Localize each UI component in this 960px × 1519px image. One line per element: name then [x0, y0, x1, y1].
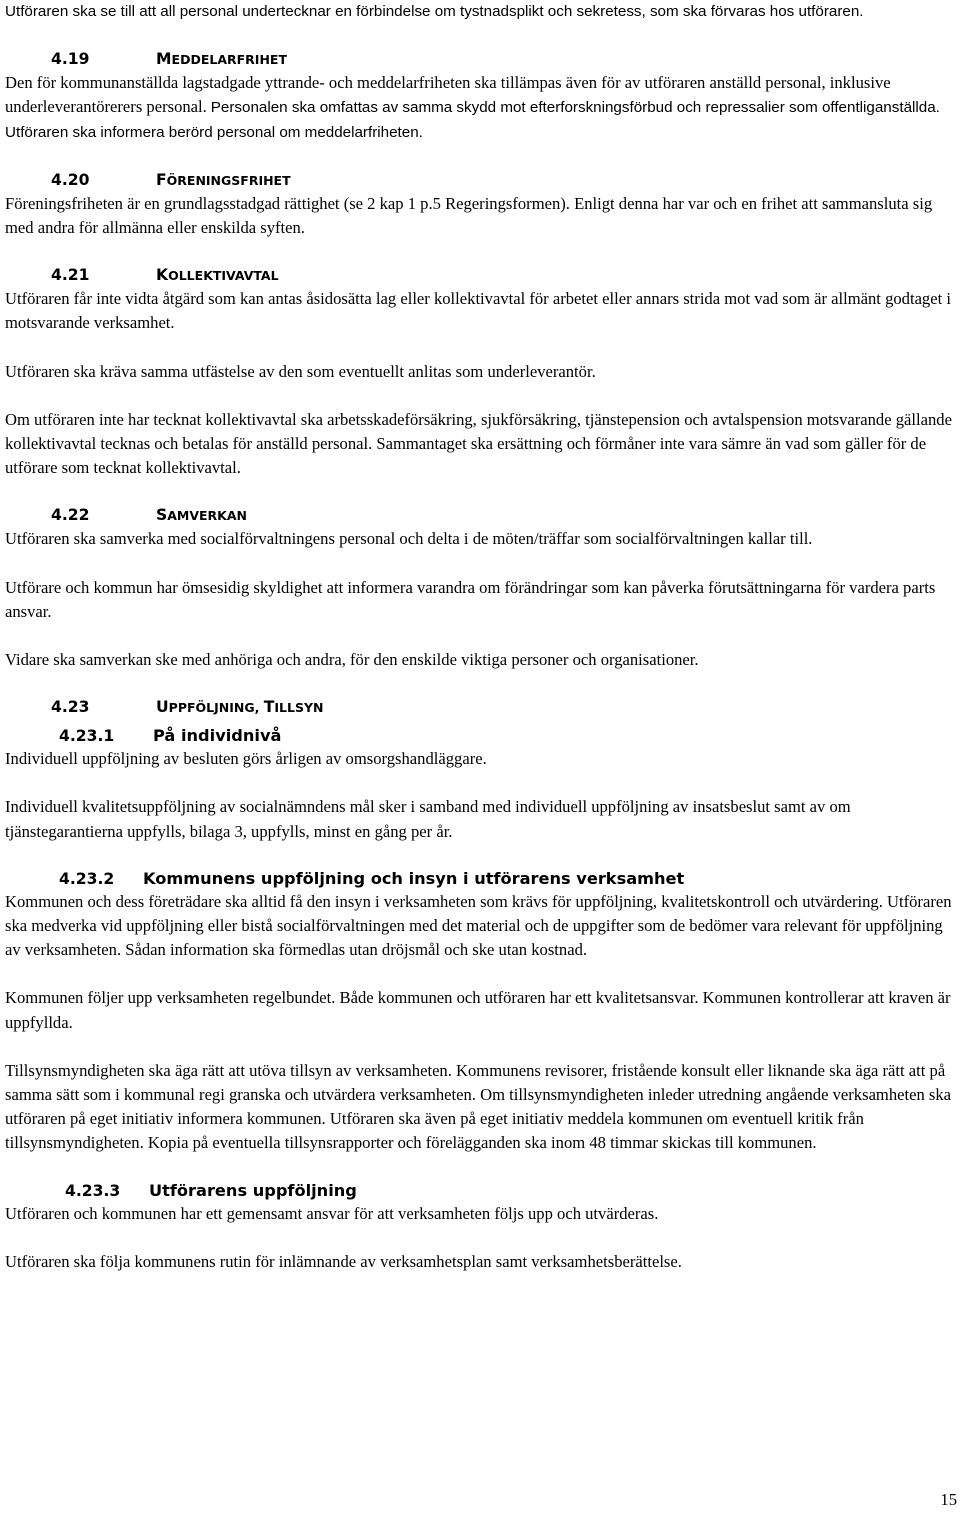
heading-meddelarfrihet: [5, 48, 960, 71]
section-number: 4.23.3: [65, 1181, 121, 1200]
paragraph-kommunens-uppfoljning-1: Kommunen och dess företrädare ska alltid få den insyn i verksamheten som krävs för uppföljning, kvalitetskontroll och utvärdering. Utföraren ska medverka vid uppföljning eller bistå socialförvaltningen med det material och de uppgifter som de bedömer vara relevant för uppföljning av verksamheten. Sådan information ska förmedlas utan dröjsmål och ske utan kostnad.: [5, 891, 952, 960]
intro-paragraph: Utföraren ska se till att all personal undertecknar en förbindelse om tystnadsplikt och sekretess, som ska förvaras hos utföraren.: [5, 3, 864, 20]
document-page: [5, 0, 960, 1274]
paragraph-samverkan-3: Vidare ska samverkan ske med anhöriga och andra, för den enskilde viktiga personer och organisationer.: [5, 650, 699, 670]
section-number: 4.23.2: [59, 869, 115, 888]
section-number: 4.23.1: [59, 727, 115, 746]
paragraph-kommunens-uppfoljning-2: Kommunen följer upp verksamheten regelbundet. Både kommunen och utföraren har ett kvalitetsansvar. Kommunen kontrollerar att kraven är uppfyllda.: [5, 988, 951, 1032]
heading-individniva: [5, 725, 960, 747]
heading-separator: ,: [254, 700, 264, 716]
heading-initial: U: [156, 698, 169, 717]
section-number: 4.23: [51, 698, 90, 717]
heading-rest: PPFÖLJNING: [168, 700, 255, 716]
heading-uppfoljning-tillsyn: [5, 696, 960, 719]
heading-rest: OLLEKTIVAVTAL: [168, 268, 279, 284]
section-number: 4.22: [51, 506, 90, 525]
heading-initial: M: [156, 50, 172, 69]
paragraph-part-sans: Personalen ska omfattas av samma skydd mot efterforskningsförbud och repressalier som offentliganställda. Utföraren ska informera berörd personal om meddelarfriheten.: [5, 99, 940, 141]
paragraph-kollektivavtal-2: Utföraren ska kräva samma utfästelse av den som eventuellt anlitas som underleverantör.: [5, 361, 596, 381]
paragraph-utforarens-uppfoljning-1: Utföraren och kommunen har ett gemensamt ansvar för att verksamheten följs upp och utvärderas.: [5, 1203, 659, 1223]
heading-initial: S: [156, 506, 168, 525]
heading-rest: ÖRENINGSFRIHET: [166, 172, 291, 188]
heading-rest: EDDELARFRIHET: [171, 52, 287, 68]
paragraph-samverkan-2: Utförare och kommun har ömsesidig skyldighet att informera varandra om förändringar som kan påverka förutsättningarna för vardera parts ansvar.: [5, 577, 936, 621]
heading-initial: K: [156, 266, 169, 285]
heading-rest: AMVERKAN: [167, 508, 248, 524]
section-number: 4.20: [51, 170, 90, 189]
heading-initial-2: T: [263, 698, 275, 717]
paragraph-samverkan-1: Utföraren ska samverka med socialförvaltningens personal och delta i de möten/träffar som socialförvaltningen kallar till.: [5, 529, 813, 549]
paragraph-foreningsfrihet: Föreningsfriheten är en grundlagsstadgad rättighet (se 2 kap 1 p.5 Regeringsformen). Enligt denna har var och en frihet att sammansluta sig med andra för allmänna eller enskilda syften.: [5, 193, 933, 238]
paragraph-utforarens-uppfoljning-2: Utföraren ska följa kommunens rutin för inlämnande av verksamhetsplan samt verksamhetsberättelse.: [5, 1251, 682, 1271]
paragraph-individniva-2: Individuell kvalitetsuppföljning av socialnämndens mål sker i samband med individuell uppföljning av insatsbeslut samt av om tjänstegarantierna uppfylls, bilaga 3, uppfylls, minst en gång per år.: [5, 797, 851, 841]
paragraph-kollektivavtal-3: Om utföraren inte har tecknat kollektivavtal ska arbetsskadeförsäkring, sjukförsäkring, tjänstepension och avtalspension motsvarande gällande kollektivavtal tecknas och betalas för anställd personal. Sammantaget ska ersättning och förmåner inte vara sämre än vad som gäller för de utförare som tecknat kollektivavtal.: [5, 409, 952, 478]
section-number: 4.21: [51, 266, 90, 285]
page-number: 15: [940, 1490, 957, 1509]
heading-initial: F: [156, 170, 167, 189]
paragraph-meddelarfrihet: [5, 71, 960, 145]
heading-title: Utförarens uppföljning: [149, 1180, 357, 1200]
heading-utforarens-uppfoljning: [5, 1180, 960, 1202]
section-number: 4.19: [51, 50, 90, 69]
paragraph-kollektivavtal-1: Utföraren får inte vidta åtgärd som kan antas åsidosätta lag eller kollektivavtal för arbetet eller annars strida mot vad som är allmänt godtaget i motsvarande verksamhet.: [5, 289, 951, 333]
paragraph-individniva-1: Individuell uppföljning av besluten görs årligen av omsorgshandläggare.: [5, 749, 487, 769]
paragraph-kommunens-uppfoljning-3: Tillsynsmyndigheten ska äga rätt att utöva tillsyn av verksamheten. Kommunens revisorer, fristående konsult eller liknande ska äga rätt att på samma sätt som i kommunal regi granska och utvärdera verksamheten. Om tillsynsmyndigheten inleder utredning angående verksamheten ska utföraren på eget initiativ informera kommunen. Utföraren ska även på eget initiativ meddela kommunen om eventuell kritik från tillsynsmyndigheten. Kopia på eventuella tillsynsrapporter och förelägganden ska inom 48 timmar skickas till kommunen.: [5, 1060, 952, 1153]
heading-foreningsfrihet: [5, 169, 960, 192]
heading-title: Kommunens uppföljning och insyn i utförarens verksamhet: [143, 868, 685, 888]
heading-samverkan: [5, 504, 960, 527]
paragraph-part-serif: Den för kommunanställda lagstadgade yttrande- och meddelarfriheten ska tillämpas även för av utföraren anställd personal, inklusive underleverantörerers personal.: [5, 73, 891, 117]
heading-title: På individnivå: [153, 726, 282, 746]
heading-kommunens-uppfoljning: [5, 868, 960, 890]
heading-rest-2: ILLSYN: [274, 700, 324, 716]
heading-kollektivavtal: [5, 264, 960, 287]
